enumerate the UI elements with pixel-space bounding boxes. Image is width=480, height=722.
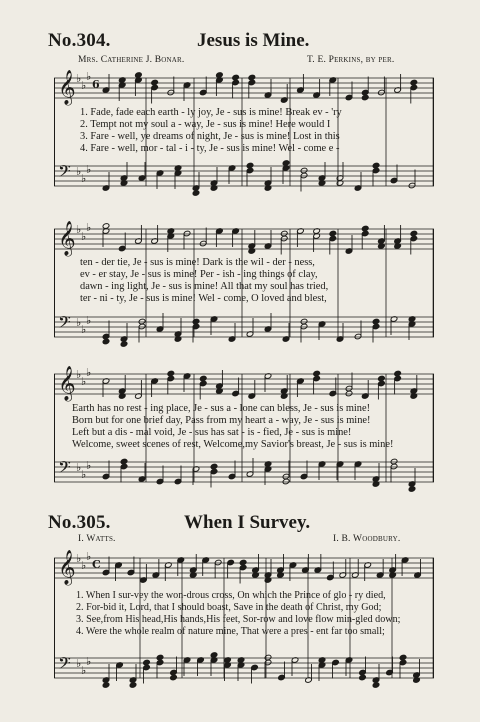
note-head [280,230,288,237]
flat-icon: ♭ [81,559,87,572]
flat-icon: ♭ [76,552,82,565]
verse-line: 1. Fade, fade each earth - ly joy, Je - sus is mine! Break ev - 'ry [80,107,342,118]
note-head [264,654,272,661]
flat-icon: ♭ [86,366,92,379]
verses-system-2 [80,257,328,305]
flat-icon: ♭ [76,368,82,381]
verse-line: 3. See,from His head,His hands,His feet, Sor-row and love flow min-gled down; [76,614,401,626]
note-head [170,674,178,681]
note-head [390,458,398,465]
verse-line: Born but for one brief day, Pass from my heart a - way, Je - sus is mine! [72,415,371,427]
verse-line: 2. For-bid it, Lord, that I should boast, Save in the death of Christ, my God; [76,602,382,614]
bass-clef-icon: 𝄢 [58,653,71,677]
bass-clef-icon: 𝄢 [58,161,71,185]
note-head [372,162,380,169]
verse-line: 4. Were the whole realm of nature mine, That were a pres - ent far too small; [76,626,385,638]
note-head [199,375,207,382]
hymn-title: When I Survey. [184,512,311,533]
note-head [246,162,254,169]
note-head [282,478,290,485]
verse-line: ten - der tie, Je - sus is mine! Dark is the wil - der - ness, [80,257,315,268]
notes [102,313,416,347]
note-head [300,167,308,174]
notes [102,72,417,104]
hymn-title: Jesus is Mine. [197,30,310,51]
notes [102,458,416,492]
bass-clef-icon: 𝄢 [58,457,71,481]
note-head [410,79,418,86]
note-head [216,72,224,79]
note-head [408,486,416,493]
author-credit: Mrs. Catherine J. Bonar. [78,55,185,65]
verse-line: Left but a dis - mal void, Je - sus has sat - is - fied, Je - sus is mine! [72,427,352,439]
flat-icon: ♭ [81,468,87,481]
flat-icon: ♭ [86,70,92,83]
verse-line: Welcome, sweet scenes of rest, Welcome,my Savior's breast, Je - sus is mine! [72,439,394,451]
verse-line: 3. Fare - well, ye dreams of night, Je - sus is mine! Lost in this [80,131,340,143]
treble-clef-icon: 𝄞 [58,221,76,256]
flat-icon: ♭ [86,314,92,327]
verse-line: 2. Tempt not my soul a - way, Je - sus is mine! Here would I [80,119,331,131]
notes [102,223,417,255]
note-head [359,674,367,681]
verse-line: ter - ni - ty, Je - sus is mine! Wel - come, O loved and blest, [80,293,327,305]
flat-icon: ♭ [81,664,87,677]
note-head [120,458,128,465]
flat-icon: ♭ [76,72,82,85]
flat-icon: ♭ [76,657,82,670]
note-head [300,318,308,325]
note-head [248,74,256,81]
author-credit: I. Watts. [78,534,116,544]
note-head [156,654,164,661]
note-head [129,682,137,689]
note-head [210,652,218,659]
note-head [102,682,110,689]
note-head [361,94,369,101]
note-head [138,318,146,325]
treble-clef-icon: 𝄞 [58,550,76,585]
note-head [102,338,110,345]
flat-icon: ♭ [86,550,92,563]
note-head [372,318,380,325]
note-head [167,370,175,377]
flat-icon: ♭ [86,221,92,234]
notes [102,160,416,197]
note-head [399,654,407,661]
note-head [394,370,402,377]
flat-icon: ♭ [81,323,87,336]
note-head [232,74,240,81]
treble-staff [54,70,434,106]
notes [102,554,421,584]
notes [102,370,417,400]
flat-icon: ♭ [81,79,87,92]
flat-icon: ♭ [86,163,92,176]
verse-line: 4. Fare - well, mor - tal - i - ty, Je - sus is mine! Wel - come e - [80,143,340,155]
note-head [378,375,386,382]
treble-staff [54,221,434,257]
note-head [345,390,353,397]
flat-icon: ♭ [81,375,87,388]
notes [102,652,420,689]
flat-icon: ♭ [81,230,87,243]
verses-system-4 [76,590,400,638]
treble-clef-icon: 𝄞 [58,70,76,105]
note-head [313,370,321,377]
verse-line: 1. When I sur-vey the won-drous cross, On which the Prince of glo - ry died, [76,590,386,601]
composer-credit: T. E. Perkins, by per. [307,55,395,65]
note-head [329,230,337,237]
verse-line: Earth has no rest - ing place, Je - sus a - lone can bless, Je - sus is mine! [72,403,371,414]
note-head [143,659,151,666]
note-head [282,160,290,167]
flat-icon: ♭ [76,223,82,236]
flat-icon: ♭ [86,459,92,472]
verses-system-3 [72,403,393,451]
note-head [192,318,200,325]
verse-line: ev - er stay, Je - sus is mine! Per - ish - ing things of clay, [80,269,318,281]
note-head [192,190,200,197]
composer-credit: I. B. Woodbury. [333,534,401,544]
hymn-number: No.304. [48,30,111,51]
treble-staff [54,366,434,402]
verses-system-1 [80,107,342,155]
note-head [239,559,247,566]
bass-clef-icon: 𝄢 [58,312,71,336]
note-head [135,72,143,79]
note-head [210,463,218,470]
flat-icon: ♭ [76,165,82,178]
hymn-number: No.305. [48,512,111,533]
note-head [120,341,128,348]
verse-line: dawn - ing light, Je - sus is mine! All that my soul has tried, [80,281,329,293]
note-head [372,682,380,689]
note-head [361,225,369,232]
note-head [102,223,110,230]
time-signature: C [92,558,101,571]
note-head [151,79,159,86]
time-signature: 6 [92,78,100,91]
flat-icon: ♭ [76,461,82,474]
flat-icon: ♭ [86,655,92,668]
flat-icon: ♭ [81,172,87,185]
treble-clef-icon: 𝄞 [58,366,76,401]
flat-icon: ♭ [76,316,82,329]
note-head [410,230,418,237]
